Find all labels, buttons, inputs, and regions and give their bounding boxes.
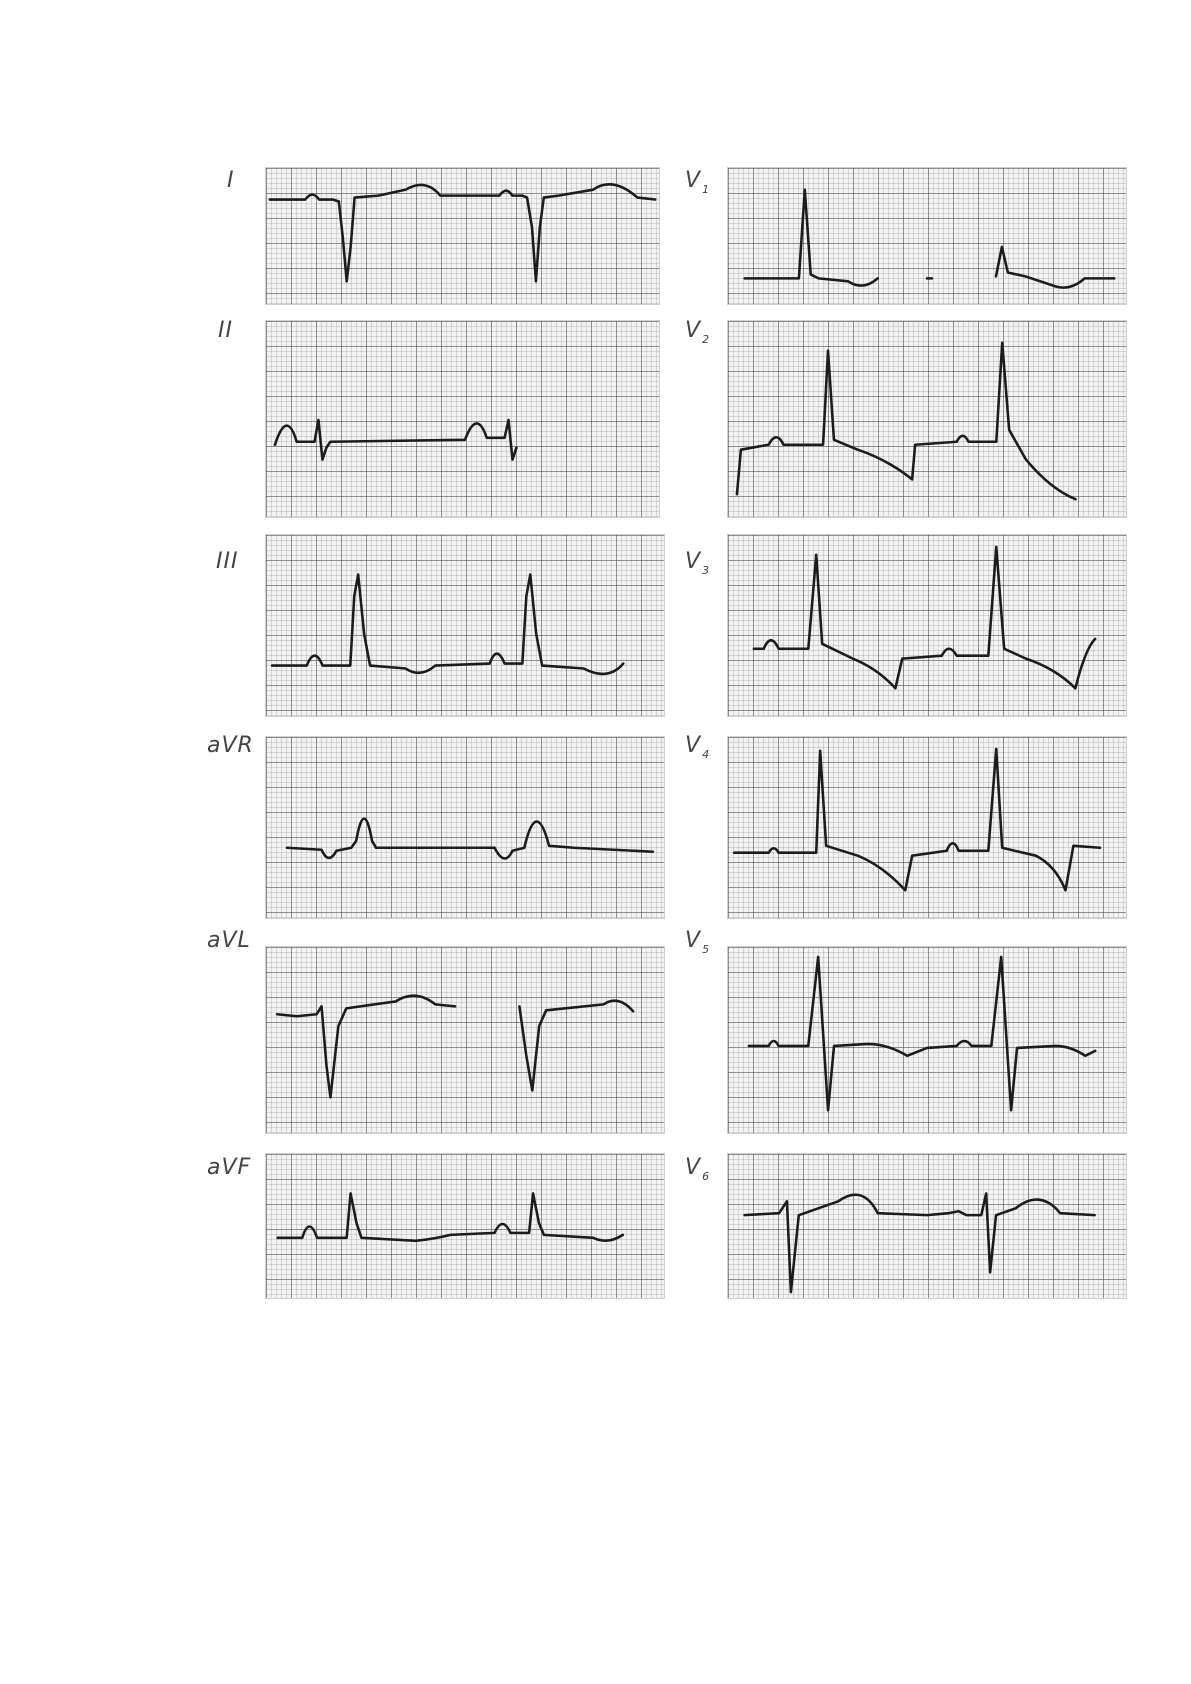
ecg-strip-V6 (727, 1153, 1127, 1299)
lead-label-V3: $V_3$ (685, 549, 711, 577)
ecg-strip-V1 (727, 167, 1127, 305)
ecg-trace-V4 (728, 737, 1126, 918)
lead-label-V1: $V_1$ (685, 168, 711, 196)
lead-label-V4: $V_4$ (685, 733, 711, 761)
ecg-strip-aVR (265, 736, 665, 919)
ecg-strip-V2 (727, 320, 1127, 518)
ecg-trace-aVF (266, 1154, 664, 1298)
ecg-trace-V6 (728, 1154, 1126, 1298)
ecg-trace-V2 (728, 321, 1126, 517)
lead-label-aVL: aVL (207, 928, 251, 953)
ecg-trace-III (266, 535, 664, 716)
ecg-trace-V1 (728, 168, 1126, 304)
lead-label-II: II (218, 318, 233, 343)
ecg-trace-aVL (266, 947, 664, 1133)
ecg-strip-I (265, 167, 660, 305)
lead-label-V2: $V_2$ (685, 318, 711, 346)
ecg-strip-V5 (727, 946, 1127, 1134)
lead-label-V5: $V_5$ (685, 928, 711, 956)
ecg-strip-aVF (265, 1153, 665, 1299)
ecg-strip-aVL (265, 946, 665, 1134)
ecg-trace-aVR (266, 737, 664, 918)
ecg-strip-III (265, 534, 665, 717)
ecg-strip-V3 (727, 534, 1127, 717)
ecg-trace-II (266, 321, 659, 517)
ecg-trace-V5 (728, 947, 1126, 1133)
ecg-strip-V4 (727, 736, 1127, 919)
ecg-strip-II (265, 320, 660, 518)
lead-label-V6: $V_6$ (685, 1155, 711, 1183)
lead-label-III: III (216, 549, 239, 574)
ecg-trace-V3 (728, 535, 1126, 716)
lead-label-I: I (227, 168, 235, 193)
ecg-trace-I (266, 168, 659, 304)
lead-label-aVR: aVR (207, 733, 254, 758)
lead-label-aVF: aVF (207, 1155, 252, 1180)
